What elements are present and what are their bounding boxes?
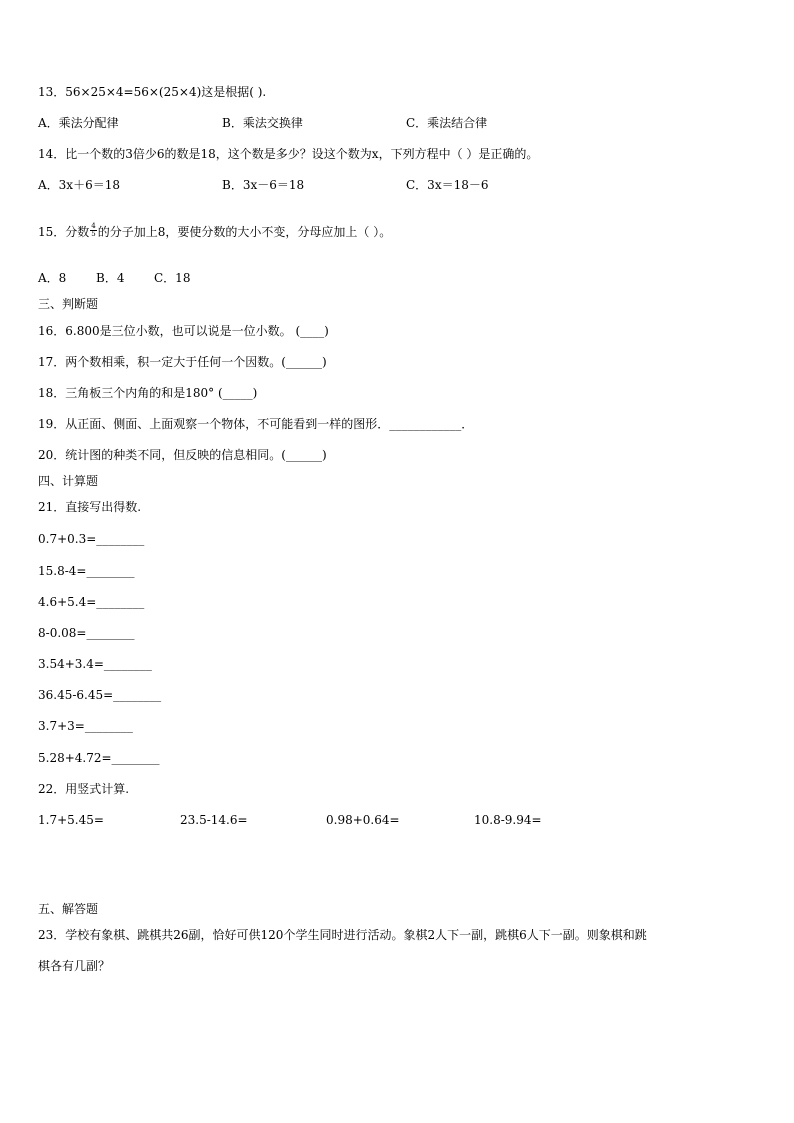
question-14-option-c: C．3x＝18－6	[406, 178, 489, 192]
question-21-stem: 21．直接写出得数.	[38, 500, 142, 514]
question-22-stem: 22．用竖式计算.	[38, 782, 130, 796]
question-18: 18．三角板三个内角的和是180° (_____)	[38, 386, 258, 400]
question-15-stem-after: 的分子加上8，要使分数的大小不变，分母应加上（ ）。	[97, 225, 392, 239]
question-23-line-2: 棋各有几副？	[38, 959, 111, 973]
calc-item: 8-0.08=________	[38, 626, 135, 640]
section-3-heading: 三、判断题	[38, 297, 99, 311]
question-14-stem: 14．比一个数的3倍少6的数是18，这个数是多少？设这个数为x，下列方程中（ ）是正确的。	[38, 147, 539, 161]
question-15-option-b: B．4	[96, 271, 125, 285]
question-16: 16．6.800是三位小数，也可以说是一位小数。 (____)	[38, 324, 329, 338]
vertical-calc-item: 0.98+0.64=	[326, 813, 400, 827]
question-23-line-1: 23．学校有象棋、跳棋共26副，恰好可供120个学生同时进行活动。象棋2人下一副，跳棋6人下一副。则象棋和跳	[38, 928, 647, 942]
question-15-stem	[38, 224, 391, 240]
question-19: 19．从正面、侧面、上面观察一个物体，不可能看到一样的图形．____________．	[38, 417, 474, 431]
question-13-option-b: B．乘法交换律	[222, 116, 303, 130]
calc-item: 4.6+5.4=________	[38, 595, 145, 609]
vertical-calc-item: 23.5-14.6=	[180, 813, 248, 827]
section-4-heading: 四、计算题	[38, 474, 99, 488]
question-15-option-a: A．8	[38, 271, 67, 285]
calc-item: 36.45-6.45=________	[38, 688, 162, 702]
calc-item: 3.7+3=________	[38, 719, 133, 733]
fraction-numerator: 4	[91, 222, 96, 230]
question-15-stem-before: 15．分数	[38, 225, 90, 239]
calc-item: 5.28+4.72=________	[38, 751, 160, 765]
question-13-stem: 13．56×25×4=56×(25×4)这是根据( ).	[38, 85, 267, 99]
question-13-option-c: C．乘法结合律	[406, 116, 488, 130]
question-15-option-c: C．18	[154, 271, 191, 285]
vertical-calc-item: 10.8-9.94=	[474, 813, 542, 827]
calc-item: 15.8-4=________	[38, 564, 135, 578]
section-5-heading: 五、解答题	[38, 902, 99, 916]
fraction-denominator: 5	[91, 230, 96, 238]
question-14-option-a: A．3x＋6＝18	[38, 178, 120, 192]
calc-item: 0.7+0.3=________	[38, 532, 145, 546]
question-13-option-a: A．乘法分配律	[38, 116, 119, 130]
vertical-calc-item: 1.7+5.45=	[38, 813, 104, 827]
question-14-option-b: B．3x－6＝18	[222, 178, 305, 192]
calc-item: 3.54+3.4=________	[38, 657, 152, 671]
question-20: 20．统计图的种类不同，但反映的信息相同。(______)	[38, 448, 327, 462]
question-17: 17．两个数相乘，积一定大于任何一个因数。(______)	[38, 355, 327, 369]
fraction	[90, 223, 96, 238]
